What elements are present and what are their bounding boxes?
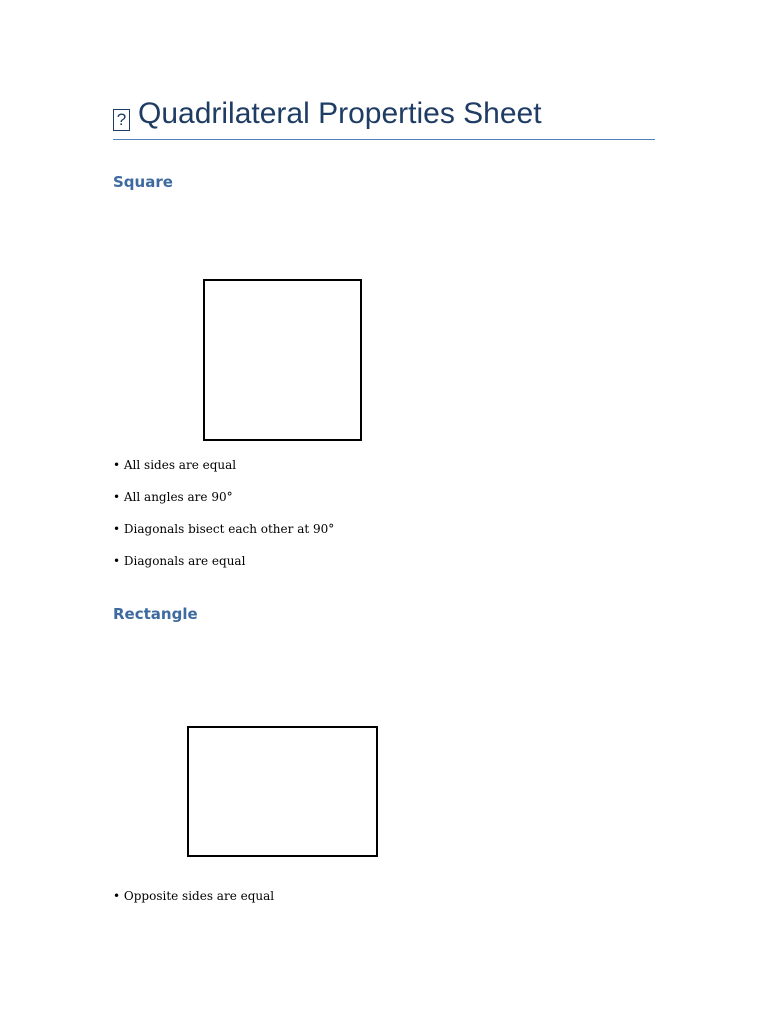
page-title-text: Quadrilateral Properties Sheet xyxy=(138,97,542,130)
square-property-1: • All sides are equal xyxy=(113,458,237,472)
square-property-3: • Diagonals bisect each other at 90° xyxy=(113,522,335,536)
square-property-2: • All angles are 90° xyxy=(113,490,233,504)
square-figure xyxy=(203,279,362,441)
section-heading-square: Square xyxy=(113,173,173,191)
title-underline xyxy=(113,139,655,140)
missing-glyph-icon: ? xyxy=(113,109,130,131)
rectangle-property-1: • Opposite sides are equal xyxy=(113,889,275,903)
rectangle-figure xyxy=(187,726,378,857)
page-title xyxy=(113,94,542,134)
square-property-4: • Diagonals are equal xyxy=(113,554,246,568)
section-heading-rectangle: Rectangle xyxy=(113,605,198,623)
